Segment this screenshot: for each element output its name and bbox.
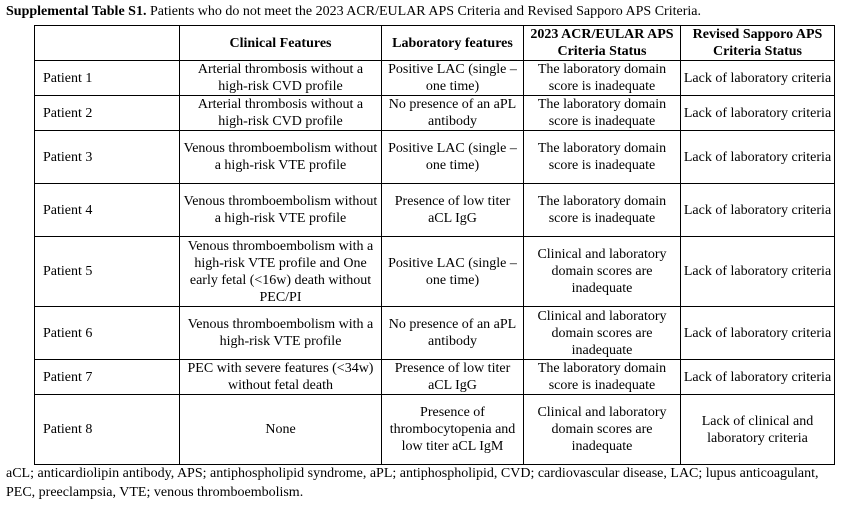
laboratory-cell: Presence of low titer aCL IgG bbox=[382, 360, 524, 395]
header-clinical-features: Clinical Features bbox=[180, 26, 382, 61]
clinical-cell: Venous thromboembolism with a high-risk VTE profile and One early fetal (<16w) death without PEC/PI bbox=[180, 237, 382, 307]
patient-label: Patient 3 bbox=[35, 131, 180, 184]
acr-eular-cell: The laboratory domain score is inadequate bbox=[524, 360, 681, 395]
table-row bbox=[35, 96, 835, 131]
acr-eular-cell: The laboratory domain score is inadequate bbox=[524, 184, 681, 237]
sapporo-cell: Lack of laboratory criteria bbox=[681, 360, 835, 395]
table-header-row bbox=[35, 26, 835, 61]
patient-label: Patient 6 bbox=[35, 307, 180, 360]
patient-label: Patient 5 bbox=[35, 237, 180, 307]
caption-label: Supplemental Table S1. bbox=[6, 4, 147, 19]
clinical-cell: PEC with severe features (<34w) without fetal death bbox=[180, 360, 382, 395]
clinical-cell: Arterial thrombosis without a high-risk CVD profile bbox=[180, 96, 382, 131]
sapporo-cell: Lack of clinical and laboratory criteria bbox=[681, 395, 835, 465]
laboratory-cell: No presence of an aPL antibody bbox=[382, 96, 524, 131]
header-blank bbox=[35, 26, 180, 61]
acr-eular-cell: Clinical and laboratory domain scores are inadequate bbox=[524, 395, 681, 465]
sapporo-cell: Lack of laboratory criteria bbox=[681, 237, 835, 307]
clinical-cell: Venous thromboembolism without a high-risk VTE profile bbox=[180, 131, 382, 184]
caption-text: Patients who do not meet the 2023 ACR/EULAR APS Criteria and Revised Sapporo APS Criteria. bbox=[146, 4, 701, 19]
table-row bbox=[35, 360, 835, 395]
sapporo-cell: Lack of laboratory criteria bbox=[681, 61, 835, 96]
table-row bbox=[35, 61, 835, 96]
table-caption bbox=[6, 3, 701, 20]
table-row bbox=[35, 131, 835, 184]
header-laboratory-features: Laboratory features bbox=[382, 26, 524, 61]
sapporo-cell: Lack of laboratory criteria bbox=[681, 96, 835, 131]
table-row bbox=[35, 307, 835, 360]
acr-eular-cell: Clinical and laboratory domain scores are inadequate bbox=[524, 237, 681, 307]
clinical-cell: Arterial thrombosis without a high-risk CVD profile bbox=[180, 61, 382, 96]
table-row bbox=[35, 395, 835, 465]
laboratory-cell: Positive LAC (single – one time) bbox=[382, 237, 524, 307]
patient-label: Patient 4 bbox=[35, 184, 180, 237]
laboratory-cell: Positive LAC (single – one time) bbox=[382, 61, 524, 96]
patient-label: Patient 1 bbox=[35, 61, 180, 96]
patient-label: Patient 8 bbox=[35, 395, 180, 465]
acr-eular-cell: The laboratory domain score is inadequate bbox=[524, 96, 681, 131]
patient-label: Patient 2 bbox=[35, 96, 180, 131]
table-row bbox=[35, 184, 835, 237]
clinical-cell: None bbox=[180, 395, 382, 465]
clinical-cell: Venous thromboembolism with a high-risk VTE profile bbox=[180, 307, 382, 360]
laboratory-cell: No presence of an aPL antibody bbox=[382, 307, 524, 360]
clinical-cell: Venous thromboembolism without a high-risk VTE profile bbox=[180, 184, 382, 237]
laboratory-cell: Positive LAC (single – one time) bbox=[382, 131, 524, 184]
table-row bbox=[35, 237, 835, 307]
abbreviations-footnote: aCL; anticardiolipin antibody, APS; antiphospholipid syndrome, aPL; antiphospholipid, CVD; cardiovascular disease, LAC; lupus anticoagulant, PEC, preeclampsia, VTE; venous thromboembolism. bbox=[6, 466, 819, 500]
header-acr-eular-status: 2023 ACR/EULAR APS Criteria Status bbox=[524, 26, 681, 61]
laboratory-cell: Presence of thrombocytopenia and low titer aCL IgM bbox=[382, 395, 524, 465]
acr-eular-cell: The laboratory domain score is inadequate bbox=[524, 61, 681, 96]
sapporo-cell: Lack of laboratory criteria bbox=[681, 307, 835, 360]
acr-eular-cell: The laboratory domain score is inadequate bbox=[524, 131, 681, 184]
acr-eular-cell: Clinical and laboratory domain scores are inadequate bbox=[524, 307, 681, 360]
patients-table bbox=[34, 25, 835, 465]
patient-label: Patient 7 bbox=[35, 360, 180, 395]
header-sapporo-status: Revised Sapporo APS Criteria Status bbox=[681, 26, 835, 61]
sapporo-cell: Lack of laboratory criteria bbox=[681, 184, 835, 237]
sapporo-cell: Lack of laboratory criteria bbox=[681, 131, 835, 184]
laboratory-cell: Presence of low titer aCL IgG bbox=[382, 184, 524, 237]
